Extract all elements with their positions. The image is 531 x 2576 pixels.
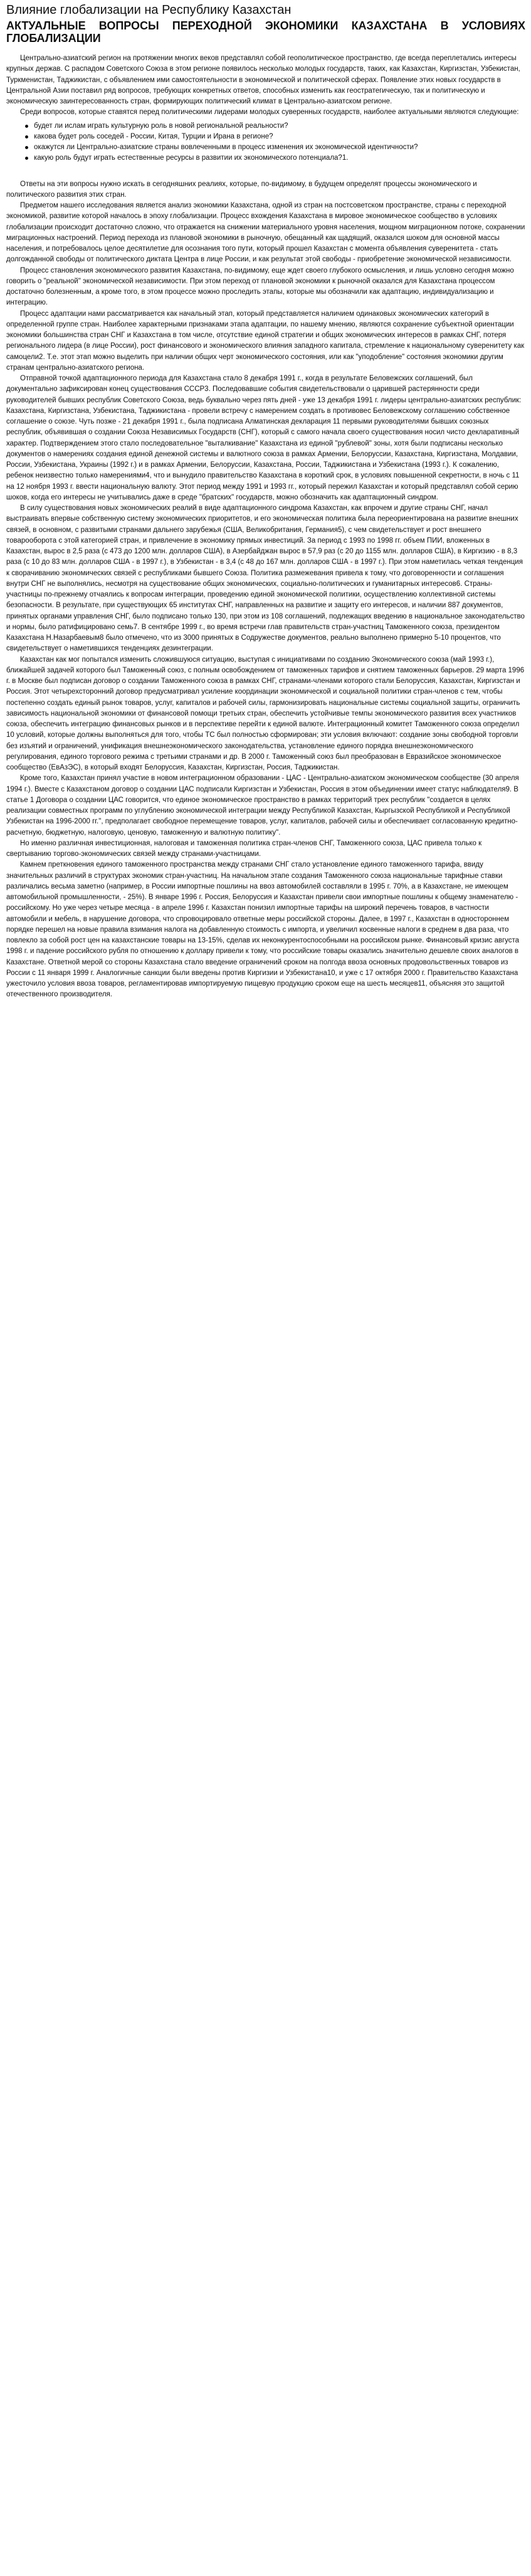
paragraph: Казахстан как мог попытался изменить сложившуюся ситуацию, выступая с инициативами по созданию Экономического союза (май 1993 г.), ближайшей задачей которого был Таможенный союз, с полным освобождением от таможенных тарифов и снятием таможенных барьеров. 29 марта 1996 г. в Москве был подписан договор о создании Таможенного союза в рамках СНГ, странами-членами которого стали Белоруссия, Казахстан, Киргизстан и Россия. Этот четырехсторонний договор предусматривал усиление координации экономической и социальной политики стран-членов с тем, чтобы постепенно создать единый рынок товаров, услуг, капиталов и рабочей силы, гармонизировать национальные системы социальной защиты, ограничить зависимость национальной экономики от финансовой помощи третьих стран, обеспечить устойчивые темпы экономического развития всех участников союза, обеспечить интеграцию финансовых рынков и в перспективе перейти к единой валюте. Интеграционный комитет Таможенного союза определил 10 условий, которые должны выполняться для того, чтобы ТС был полностью сформирован; эти условия включают: создание зоны свободной торговли без изъятий и ограничений, унификация внешнеэкономического законодательства, установление единого порядка внешнеэкономического регулирования, единого торгового режима с третьими странами и др. В 2000 г. Таможенный союз был преобразован в Евразийское экономическое сообщество (ЕвАзЭС), в который входят Белоруссия, Казахстан, Киргизстан, Россия, Таджикистан.: [6, 655, 525, 771]
article-title: АКТУАЛЬНЫЕ ВОПРОСЫ ПЕРЕХОДНОЙ ЭКОНОМИКИ КАЗАХСТАНА В УСЛОВИЯХ ГЛОБАЛИЗАЦИИ: [6, 19, 525, 44]
paragraph: Предметом нашего исследования является анализ экономики Казахстана, одной из стран на постсоветском пространстве, страны с переходной экономикой, развитие которой началось в эпоху глобализации. Процесс вхождения Казахстана в мировое экономическое сообщество в условиях глобализации происходит достаточно сложно, что отражается на снижении материального уровня населения, мощном миграционном потоке, сохранении миграционных настроений. Период перехода из плановой экономики в рыночную, обещанный как щадящий, оказался шоком для основной массы населения, и потребовалось целое десятилетие для осознания того пути, который прошел Казахстан с момента объявления суверенитета - стать долгожданной свободы от политического диктата Центра в лице России, и как результат этой свободы - приобретение экономической независимости.: [6, 202, 525, 264]
paragraph: Кроме того, Казахстан принял участие в новом интеграционном образовании - ЦАС - Центрально-азиатском экономическом сообществе (30 апреля 1994 г.). Вместе с Казахстаном договор о создании ЦАС подписали Киргизстан и Узбекистан, Россия в этом объединении имеет статус наблюдателя9. В статье 1 Договора о создании ЦАС говорится, что единое экономическое пространство в рамках территорий трех республик "создается в целях реализации совместных программ по углублению экономической интеграции между Республикой Казахстан, Кыргызской Республикой и Республикой Узбекистан на 1996-2000 гг.", предполагает свободное перемещение товаров, услуг, капиталов, рабочей силы и обеспечивает согласованную кредитно-расчетную, бюджетную, налоговую, ценовую, таможенную и валютную политику".: [6, 774, 519, 837]
paragraph: Процесс адаптации нами рассматривается как начальный этап, который представляется наличием одинаковых экономических категорий в определенной группе стран. Наиболее характерными признаками этапа адаптации, по нашему мнению, являются сохранение субъектной ориентации экономики большинства стран СНГ и Казахстана в том числе, отсутствие единой стратегии и общих экономических интересов в рамках СНГ, потеря регионального лидера (в лице России), рост финансового и экономического влияния западного капитала, стремление к национальному суверенитету как самоцели2. Т.е. этот этап можно выделить при наличии общих черт экономического состояния, или как "уподобление" состояния экономики другим странам центрально-азиатского региона.: [6, 310, 525, 372]
paragraph: Среди вопросов, которые ставятся перед политическими лидерами молодых суверенных государств, наиболее актуальными являются следующие:: [20, 108, 519, 117]
article-intro: [6, 53, 525, 118]
list-item: будет ли ислам играть культурную роль в новой региональной реальности?: [34, 121, 525, 132]
paragraph: Но именно различная инвестиционная, налоговая и таможенная политика стран-членов СНГ, Таможенного союза, ЦАС привела только к свертыванию торгово-экономических связей между странами-участницами.: [6, 839, 482, 858]
list-item: окажутся ли Центрально-азиатские страны вовлеченными в процесс изменения их экономической идентичности?: [34, 142, 525, 153]
paragraph: Процесс становления экономического развития Казахстана, по-видимому, еще ждет своего глубокого осмысления, и лишь условно сегодня можно говорить о "реальной" экономической независимости. При этом переход от плановой экономики к рыночной оказался для Казахстана процессом достаточно болезненным, а кроме того, в этом процессе можно проследить этапы, которые мы обозначили как адаптацию, индивидуализацию и интеграцию.: [6, 266, 514, 307]
paragraph: Центрально-азиатский регион на протяжении многих веков представлял собой геополитическое пространство, где всегда переплетались интересы крупных держав. С распадом Советского Союза в этом регионе появилось несколько молодых государств, таких, как Казахстан, Киргизстан, Узбекистан, Туркменистан, Таджикистан, с объявлением ими самостоятельности в экономической и политической сферах. Появление этих новых государств в Центральной Азии поставил ряд вопросов, требующих конкретных ответов, способных изменить как геостратегическую, так и политическую и экономическую заинтересованность стран, формирующих политический климат в Центрально-азиатском регионе.: [6, 55, 520, 105]
paragraph: Отправной точкой адаптационного периода для Казахстана стало 8 декабря 1991 г., когда в результате Беловежских соглашений, был документально зафиксирован конец существования СССР3. Последовавшие события свидетельствовали о царившей растерянности среди руководителей бывших республик Советского Союза, ведь буквально через пять дней - уже 13 декабря 1991 г. лидеры центрально-азиатских республик: Казахстана, Киргизстана, Узбекистана, Таджикистана - провели встречу с намерением создать в противовес Беловежскому соглашению собственное соглашение о союзе. Чуть позже - 21 декабря 1991 г., была подписана Алматинская декларация 11 первыми руководителями бывших союзных республик, объявившая о создании Союза Независимых Государств (СНГ), который с самого начала своего существования носил чисто декларативный характер. Подтверждением этого стало последовательное "выталкивание" Казахстана из единой "рублевой" зоны, хотя были подписаны несколько документов о намерениях создания единой денежной системы и валютного союза в рамках Армении, Белоруссии, Казахстана, Киргизстана, Молдавии, России, Узбекистана, Украины (1992 г.) и в рамках Армении, Белоруссии, Казахстана, России, Таджикистана и Узбекистана (1993 г.). К сожалению, ребенок неизвестно только намерениями4, что и вынудило правительство Казахстана в короткий срок, в условиях повышенной секретности, в ночь с 11 на 12 ноября 1993 г. ввести национальную валюту. Этот период между 1991 и 1993 гг., который пережил Казахстан и который представлял собой серию шоков, когда его интересы не учитывались даже в среде "братских" государств, можно обозначить как адаптационный синдром.: [6, 375, 522, 501]
site-title: Влияние глобализации на Республику Казахстан: [6, 3, 292, 17]
paragraph: Ответы на эти вопросы нужно искать в сегодняшних реалиях, которые, по-видимому, в будущем определят процессы экономического и политического развития этих стран.: [6, 180, 477, 199]
list-item: какую роль будут играть естественные ресурсы в развитии их экономического потенциала?1.: [34, 153, 525, 164]
paragraph: Камнем преткновения единого таможенного пространства между странами СНГ стало установление единого таможенного тарифа, ввиду значительных различий в структурах экономик стран-участниц. На начальном этапе создания Таможенного союза национальные тарифные ставки различались весьма заметно (например, в России импортные пошлины на ввоз автомобилей составляли в 1995 г. 70%, а в Казахстане, не имеющем автомобильной промышленности, - 25%). В январе 1996 г. Россия, Белоруссия и Казахстан привели свои импортные пошлины к общему знаменателю - российскому. Но уже через четыре месяца - в апреле 1996 г. Казахстан понизил импортные тарифы на широкий перечень товаров, в частности автомобили и мебель, в нарушение договора, что спровоцировало ответные меры российской стороны. Далее, в 1997 г., Казахстан в одностороннем порядке перешел на новые правила взимания налога на добавленную стоимость с импорта, и увеличил косвенные налоги в среднем в два раза, что повлекло за собой рост цен на казахстанские товары на 13-15%, сделав их неконкурентоспособными на российском рынке. Финансовый кризис августа 1998 г. и падение российского рубля по отношению к доллару привели к тому, что российские товары оказались значительно дешевле своих аналогов в Казахстане. Ответной мерой со стороны Казахстана стало введение ограничений сроком на полгода ввоза основных продовольственных товаров из России с 11 января 1999 г. Аналогичные санкции были введены против Киргизии и Узбекистана10, и уже с 17 октября 2000 г. Правительство Казахстана ужесточило условия ввоза товаров, регламентировав импортируемую пищевую продукцию сроком еще на шесть месяцев11, объясняя это защитой отечественного производителя.: [6, 861, 520, 999]
article-body: [6, 179, 525, 1001]
questions-list: [6, 121, 525, 164]
list-item: какова будет роль соседей - России, Китая, Турции и Ирана в регионе?: [34, 132, 525, 142]
paragraph: В силу существования новых экономических реалий в виде адаптационного синдрома Казахстан, как впрочем и другие страны СНГ, начал выстраивать впервые собственную систему экономических приоритетов, и его экономическая политика была переориентирована на развитие внешних связей, в основном, с развитыми странами дальнего зарубежья (США, Великобритания, Германия5), с чем свидетельствует и рост внешнего товарооборота с этой категорией стран, и привлечение в экономику прямых инвестиций. За период с 1993 по 1998 гг. объем ПИИ, вложенных в Казахстан, вырос в 2,5 раза (с 473 до 1200 млн. долларов США), в Азербайджан вырос в 57,9 раз (с 20 до 1155 млн. долларов США), в Киргизию - в 8,3 раза (с 10 до 83 млн. долларов США - в 1997 г.), в Узбекистан - в 3,4 (с 48 до 167 млн. долларов США - в 1997 г.). При этом наметилась четкая тенденция к сворачиванию экономических связей с республиками бывшего Союза. Политика размежевания привела к тому, что договоренности и соглашения внутри СНГ не выполнялись, несмотря на существование общих экономических, социально-политических и гуманитарных интересов6. Страны-участницы по-прежнему отчаялись к вопросам интеграции, проведению единой экономической политики, осуществлению коллективной системы безопасности. В результате, при существующих 65 институтах СНГ, направленных на развитие и защиту его интересов, и наличии 887 документов, принятых органами управления СНГ, было подписано только 130, при этом из 108 соглашений, подлежащих введению в национальное законодательство и нормы, было ратифицировано семь7. В сентябре 1999 г., во время встречи глав правительств стран-участниц Таможенного союза, президентом Казахстана Н.Назарбаевым8 было отмечено, что из 3000 принятых в Содружестве документов, реально выполнено примерно 5-10 процентов, что свидетельствует о наметившихся тенденциях дезинтеграции.: [6, 504, 525, 653]
